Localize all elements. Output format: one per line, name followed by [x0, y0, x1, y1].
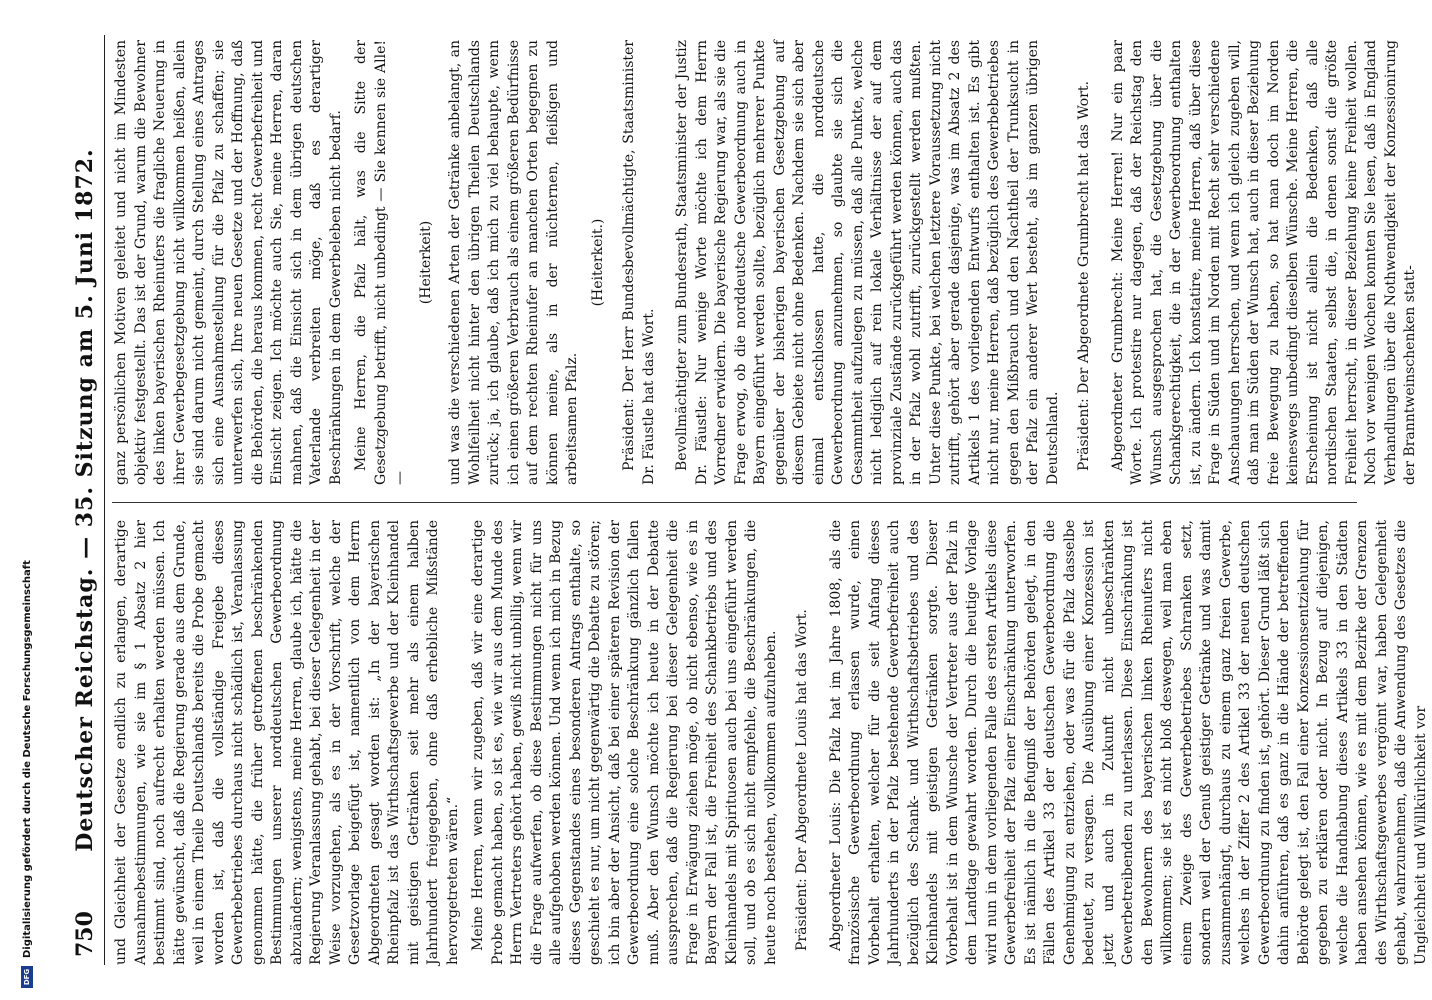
- body-paragraph: ganz persönlichen Motiven geleitet und nicht im Mindesten objektiv festgestellt. Das ist der Grund, warum die Bewohner des linken bayerischen Rheinufers die fragliche Neuerung in ihrer Gewerbegesetzgebung nicht willkommen heißen, allein sie sind darum nicht gemeint, durch Stellung eines Antrages sich eine Ausnahmestellung für die Pfalz zu schaffen; sie unterwerfen sich, Ihre neuen Gesetze und der Hoffnung, daß die Behörden, die heraus kommen, recht Gewerbefreiheit und Einsicht zeigen. Ich möchte auch Sie, meine Herren, daran mahnen, daß die Einsicht sich in dem übrigen deutschen Vaterlande verbreiten möge, daß es derartiger Beschränkungen in dem Gewerbeleben nicht bedarf.: [113, 40, 344, 485]
- page-header: [64, 35, 105, 965]
- column-divider: [112, 502, 1357, 503]
- body-paragraph: und Gleichheit der Gesetze endlich zu erlangen, derartige Ausnahmebestimmungen, wie sie im § 1 Absatz 2 hier bestimmt sind, noch aufrecht erhalten werden müssen. Ich hätte gewünscht, daß die Regierung gerade aus dem Grunde, weil in einem Theile Deutschlands bereits die Probe gemacht worden ist, daß die vollständige Freigebe dieses Gewerbebetriebes durchaus nicht schädlich ist, Veranlassung genommen hätte, die früher getroffenen beschränkenden Bestimmungen unserer norddeutschen Gewerbeordnung abzuändern; wenigstens, meine Herren, glaube ich, hätte die Regierung Veranlassung gehabt, bei dieser Gelegenheit in der Weise vorzugehen, als es in der Vorschrift, welche der Gesetzvorlage beigefügt ist, namentlich von dem Herrn Abgeordneten gesagt worden ist: „In der bayerischen Rheinpfalz ist das Wirthschaftsgewerbe und der Kleinhandel mit geistigen Getränken seit mehr als einem halben Jahrhundert freigegeben, ohne daß erhebliche Mißstände hervorgetreten wären.“: [113, 520, 461, 965]
- body-paragraph: und was die verschiedenen Arten der Getränke anbelangt, an Wohlfeilheit nicht hinter den übrigen Theilen Deutschlands zurück; ja, ich glaube, daß ich mich zu viel behaupte, wenn ich einen größeren Verbrauch als einem größeren Bedürfnisse auf dem rechten Rheinufer an manchen Orten begegnen zu können meine, als in der nüchternen, fleißigen und arbeitsamen Pfalz.: [447, 40, 580, 485]
- right-column: [112, 40, 1418, 485]
- body-paragraph: Bevollmächtigter zum Bundesrath, Staatsminister der Justiz Dr. Fäustle: Nur wenige Worte möchte ich dem Herrn Vorredner erwidern. Die bayerische Regierung war, als sie die Frage erwog, ob die norddeutsche Gewerbeordnung auch in Bayern eingeführt werden sollte, bezüglich mehrerer Punkte gegenüber der bisherigen bayerischen Gesetzgebung auf diesem Gebiete nicht ohne Bedenken. Nachdem sie sich aber einmal entschlossen hatte, die norddeutsche Gewerbeordnung anzunehmen, so glaubte sie sich die Gesammtheit aufzulegen zu müssen, daß alle Punkte, welche nicht lediglich auf rein lokale Verhältnisse der auf dem provinziale Zustände zurückgeführt werden können, auch das in der Pfalz wohl zutrifft, zurückgestellt werden mußten. Unter diese Punkte, bei welchen letztere Voraussetzung nicht zutrifft, gehört aber gerade dasjenige, was im Absatz 2 des Artikels 1 des vorliegenden Entwurfs enthalten ist. Es gibt nicht nur, meine Herren, daß bezüglich des Gewerbebetriebes gegen den Mißbrauch und den Nachtheil der Trunksucht in der Pfalz ein anderer Wert besteht, als im ganzen übrigen Deutschland.: [674, 40, 1061, 485]
- president-statement: Präsident: Der Herr Bundesbevollmächtigte, Staatsminister Dr. Fäustle hat das Wort.: [621, 40, 657, 485]
- interjection-note: (Heiterkeit.): [589, 218, 606, 307]
- body-paragraph: Abgeordneter Grumbrecht: Meine Herren! Nur ein paar Worte. Ich protestire nur dagegen, daß der Reichstag den Wunsch ausgesprochen hat, die Gesetzgebung über die Schankgerechtigkeit, die in der Gewerbeordnung enthalten ist, zu ändern. Ich konstatire, meine Herren, daß über diese Frage in Süden und im Norden mit Recht sehr verschiedene Anschauungen herrschen, und wenn ich gleich zugeben will, daß man im Süden der Wunsch hat, auch in dieser Beziehung freie Bewegung zu haben, so hat man doch im Norden keineswegs unbedingt dieselben Wünsche. Meine Herren, die Erscheinung ist nicht allein die Bedenken, daß alle nordischen Staaten, selbst die, in denen sonst die größte Freiheit herrscht, in dieser Beziehung keine Freiheit wollen. Noch vor wenigen Wochen konnten Sie lesen, daß in England Verhandlungen über die Nothwendigkeit der Konzessionirung der Branntweinschenken statt-: [1109, 40, 1418, 485]
- document-page: [64, 35, 1429, 965]
- dfg-logo: DFG: [21, 966, 33, 988]
- digitization-credit: [18, 0, 38, 1000]
- page-number: 750: [72, 911, 98, 957]
- president-statement: Präsident: Der Abgeordnete Louis hat das Wort.: [794, 609, 810, 951]
- text-columns: [112, 35, 1429, 965]
- president-statement: Präsident: Der Abgeordnete Grumbrecht hat das Wort.: [1076, 81, 1092, 471]
- body-paragraph: Meine Herren, die Pfalz hält, was die Sitte der Gesetzgebung betrifft, nicht unbedingt — Sie kennen sie Alle! —: [353, 40, 408, 485]
- body-paragraph: Abgeordneter Louis: Die Pfalz hat im Jahre 1808, als die französische Gewerbeordnung erlassen wurde, einen Vorbehalt erhalten, welcher für die seit Anfang dieses Jahrhunderts in der Pfalz bestehende Gewerbefreiheit auch bezüglich des Schank- und Wirthschaftsbetriebes und des Kleinhandels mit geistigen Getränken sorgte. Dieser Vorbehalt ist in dem Wunsche der Vertreter aus der Pfalz in dem Landtage gewahrt worden. Durch die heutige Vorlage wird nun in dem vorliegenden Falle des ersten Artikels diese Gewerbefreiheit der Pfalz einer Einschränkung unterworfen. Es ist nämlich in die Befugniß der Behörden gelegt, in den Fällen des Artikel 33 der deutschen Gewerbeordnung die Genehmigung zu entziehen, oder was für die Pfalz dasselbe bedeutet, zu versagen. Die Ausübung einer Konzession ist jetzt und auch in Zukunft nicht unbeschränkten Gewerbetreibenden zu unterlassen. Diese Einschränkung ist den Bewohnern des bayerischen linken Rheinufers nicht willkommen; sie ist es nicht bloß deswegen, weil man eben einem Zweige des Gewerbebetriebes Schranken setzt, sondern weil der Genuß geistiger Getränke und was damit zusammenhängt, durchaus zu einem ganz freien Gewerbe, welches in der Ziffer 2 des Artikel 33 der neuen deutschen Gewerbeordnung zu finden ist, gehört. Dieser Grund läßt sich dahin anführen, daß es ganz in die Hände der betreffenden Behörde gelegt ist, den Fall einer Konzessionsentziehung für gegeben zu erklären oder nicht. In Bezug auf diejenigen, welche die Handhabung dieses Artikels 33 in den Städten haben ansehen können, wie es mit dem Bezirke der Grenzen des Wirthschaftsgewerbes vergönnt war, haben Gelegenheit gehabt, wahrzunehmen, daß die Anwendung des Gesetzes die Ungleichheit und Willkürlichkeit vor: [827, 520, 1429, 965]
- body-paragraph: Meine Herren, wenn wir zugeben, daß wir eine derartige Probe gemacht haben, so ist es, wie wir aus dem Munde des Herrn Vertreters gehört haben, gewiß nicht unbillig, wenn wir die Frage aufwerfen, ob diese Bestimmungen nicht für uns alle aufgehoben werden können. Und wenn ich mich in Bezug dieses Gegenstandes eines besonderen Antrags enthalte, so geschieht es nur, um nicht gegenwärtig die Debatte zu stören; ich bin aber der Ansicht, daß bei einer späteren Revision der Gewerbeordnung eine solche Beschränkung gänzlich fallen muß. Aber den Wunsch möchte ich heute in der Debatte aussprechen, daß die Regierung bei dieser Gelegenheit die Frage in Erwägung ziehen möge, ob nicht ebenso, wie es in Bayern der Fall ist, die Freiheit des Schankbetriebs und des Kleinhandels mit Spirituosen auch bei uns eingeführt werden soll, und ob es sich nicht empfehle, die Beschränkungen, die heute noch bestehen, vollkommen aufzuheben.: [470, 520, 779, 965]
- left-column: [112, 520, 1429, 965]
- credit-text: Digitalisierung gefördert durch die Deutsche Forschungsgemeinschaft: [22, 560, 33, 958]
- header-title: Deutscher Reichstag. — 35. Sitzung am 5. Juni 1872.: [72, 148, 98, 852]
- interjection-note: (Heiterkeit): [417, 220, 434, 305]
